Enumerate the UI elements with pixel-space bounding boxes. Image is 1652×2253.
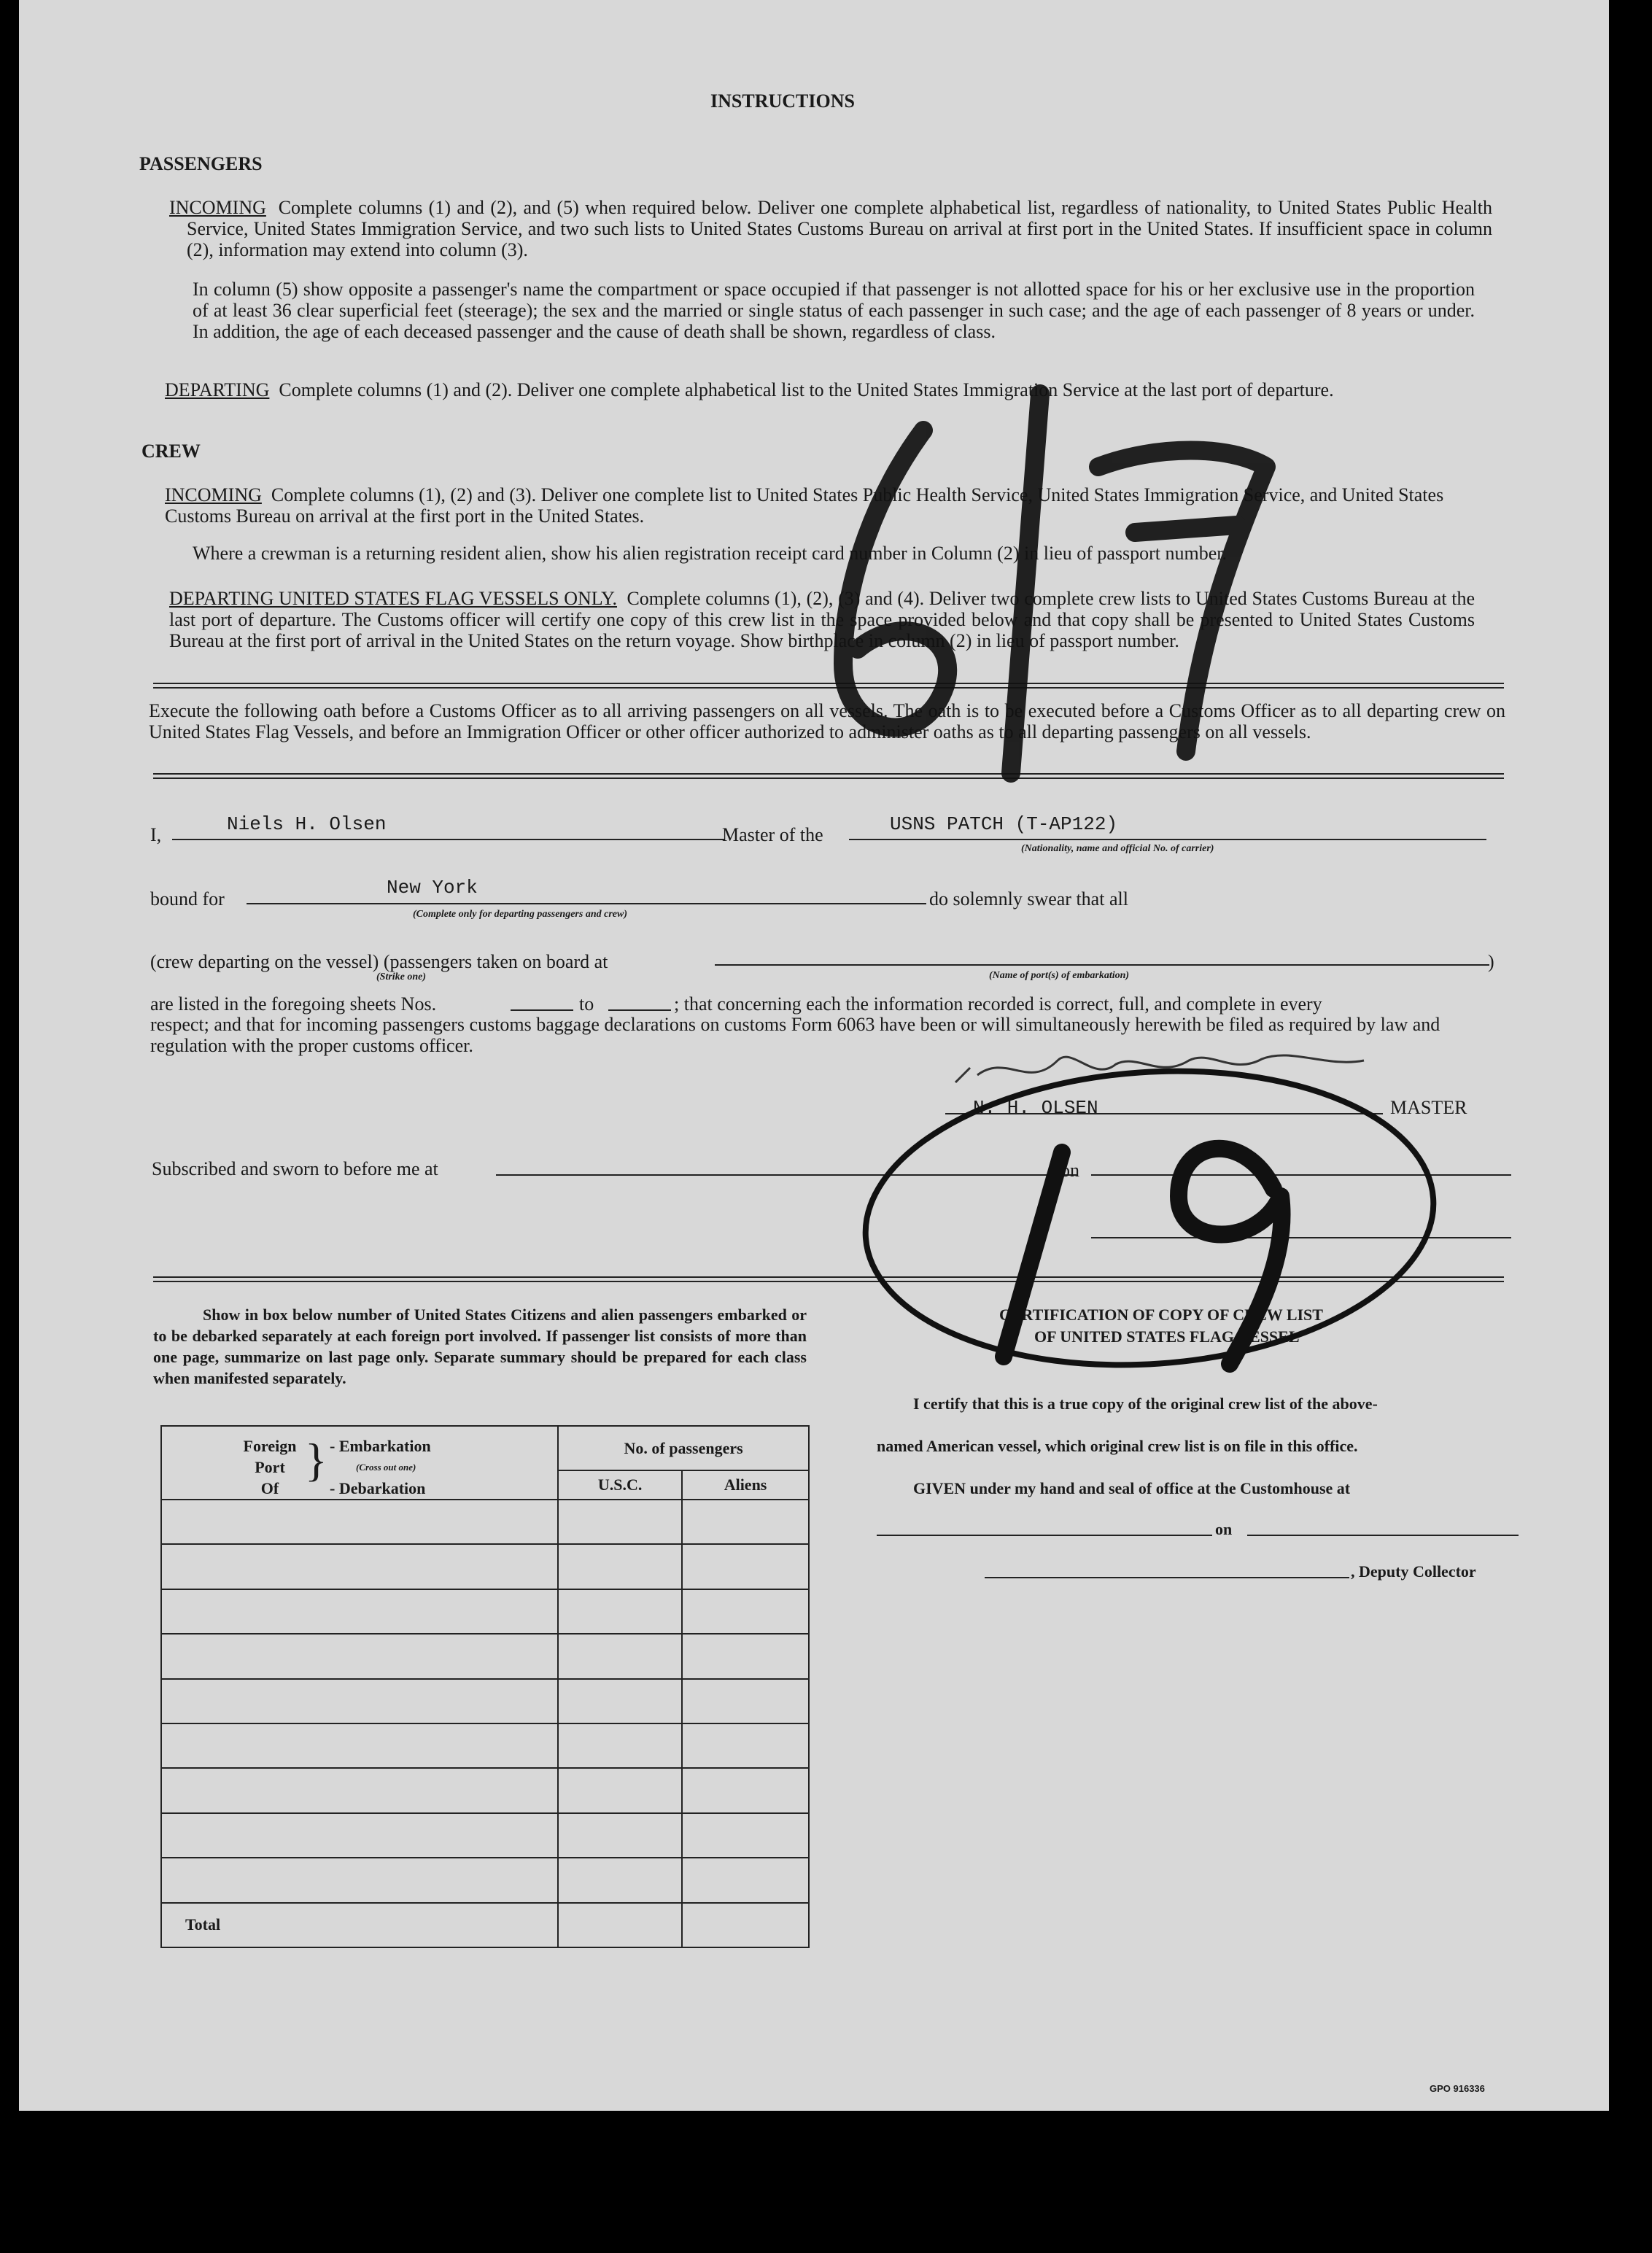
table-row: [161, 1589, 809, 1634]
vessel-value: USNS PATCH (T-AP122): [890, 813, 1118, 835]
embarkation-port-field: [715, 964, 1489, 966]
listed-to-label: to: [579, 993, 594, 1015]
sheet-to-field: [608, 1009, 671, 1011]
aliens-cell[interactable]: [682, 1634, 809, 1678]
port-cell[interactable]: [161, 1858, 558, 1902]
destination-field: [247, 903, 926, 904]
master-name-value: Niels H. Olsen: [227, 813, 387, 835]
table-row: [161, 1723, 809, 1768]
port-cell[interactable]: [161, 1634, 558, 1678]
master-name-field: [172, 839, 725, 840]
aliens-cell[interactable]: [682, 1589, 809, 1634]
vessel-caption: (Nationality, name and official No. of carrier): [1021, 843, 1214, 854]
column5-paragraph: In column (5) show opposite a passenger's name the compartment or space occupied if that passenger is not allotted space for his or her exclusive use in the proportion of at least 36 clear superficial feet (steerage); the sex and the married or single status of each passenger in such case; and the age of each passenger of 8 years or under. In addition, the age of each deceased passenger and the cause of death shall be shown, regardless of class.: [193, 279, 1475, 342]
certification-text-1: I certify that this is a true copy of the original crew list of the above-: [913, 1395, 1378, 1413]
usc-cell[interactable]: [558, 1500, 682, 1544]
certification-date-field: [1247, 1535, 1519, 1536]
passengers-departing-text: Complete columns (1) and (2). Deliver one complete alphabetical list to the United States Immigration Service at the last port of departure.: [279, 379, 1334, 400]
passengers-departing-label: DEPARTING: [165, 379, 270, 400]
divider: [153, 1276, 1504, 1282]
port-label-line3: Of: [260, 1479, 279, 1498]
certification-title-2: OF UNITED STATES FLAG VESSEL: [1034, 1327, 1300, 1346]
passengers-incoming-label: INCOMING: [169, 197, 266, 218]
listed-text-1: are listed in the foregoing sheets Nos.: [150, 993, 437, 1015]
crew-departing-paragraph: [169, 588, 1475, 651]
port-cell[interactable]: [161, 1500, 558, 1544]
passengers-departing-paragraph: [165, 379, 1475, 400]
destination-caption: (Complete only for departing passengers and crew): [413, 909, 627, 920]
aliens-header: Aliens: [682, 1470, 809, 1499]
usc-cell[interactable]: [558, 1723, 682, 1768]
crew-incoming-label: INCOMING: [165, 484, 262, 505]
usc-header: U.S.C.: [558, 1470, 682, 1499]
port-caption: (Name of port(s) of embarkation): [989, 970, 1130, 981]
usc-cell[interactable]: [558, 1679, 682, 1723]
port-cell[interactable]: [161, 1544, 558, 1589]
strike-caption: (Strike one): [376, 972, 427, 982]
gpo-code: GPO 916336: [1430, 2083, 1485, 2094]
page-title: INSTRUCTIONS: [710, 90, 855, 112]
embarkation-label: - Embarkation: [330, 1437, 431, 1456]
table-row: [161, 1679, 809, 1723]
port-cell[interactable]: [161, 1813, 558, 1858]
port-header-cell: [161, 1426, 558, 1500]
bound-for-label: bound for: [150, 888, 225, 910]
certification-on-label: on: [1215, 1520, 1233, 1538]
aliens-total-cell[interactable]: [682, 1903, 809, 1947]
subscribed-place-field: [496, 1174, 1077, 1176]
table-row: [161, 1544, 809, 1589]
total-label: Total: [161, 1903, 558, 1947]
aliens-cell[interactable]: [682, 1813, 809, 1858]
deputy-signature-field: [985, 1577, 1349, 1578]
oath-i-label: I,: [150, 824, 162, 845]
port-cell[interactable]: [161, 1589, 558, 1634]
subscribed-on-label: on: [1060, 1160, 1079, 1181]
crew-departing-label: DEPARTING UNITED STATES FLAG VESSELS ONLY.: [169, 588, 618, 609]
port-label-line2: Port: [255, 1458, 285, 1477]
aliens-cell[interactable]: [682, 1858, 809, 1902]
document-page: [19, 0, 1609, 2111]
summary-instruction: Show in box below number of United States Citizens and alien passengers embarked or to be debarked separately at each foreign port involved. If passenger list consists of more than one page, summarize on last page only. Separate summary should be prepared for each class when manifested separately.: [153, 1306, 807, 1387]
deputy-collector-label: , Deputy Collector: [1351, 1562, 1476, 1581]
divider: [153, 683, 1504, 689]
brace-glyph: }: [305, 1434, 327, 1486]
aliens-cell[interactable]: [682, 1768, 809, 1812]
passengers-count-header: No. of passengers: [558, 1426, 809, 1470]
crew-resident-paragraph: Where a crewman is a returning resident alien, show his alien registration receipt card number in Column (2) in lieu of passport number.: [193, 543, 1228, 564]
sheet-from-field: [511, 1009, 573, 1011]
officer-field: [1091, 1237, 1511, 1238]
crew-departing-label: (crew departing on the vessel) (passengers taken on board at: [150, 951, 608, 972]
table-row: [161, 1500, 809, 1544]
oath-instruction: Execute the following oath before a Customs Officer as to all arriving passengers on all vessels. The oath is to be executed before a Customs Officer as to all departing crew on United States Flag Vessels, and before an Immigration Officer or other officer authorized to administer oaths as to all departing passengers on all vessels.: [149, 700, 1505, 742]
port-cell[interactable]: [161, 1723, 558, 1768]
passengers-incoming-text: Complete columns (1) and (2), and (5) when required below. Deliver one complete alphabetical list, regardless of nationality, to United States Public Health Service, United States Immigration Service, and two such lists to United States Customs Bureau on arrival at first port in the United States. If insufficient space in column (2), information may extend into column (3).: [187, 197, 1492, 260]
usc-cell[interactable]: [558, 1813, 682, 1858]
passengers-heading: PASSENGERS: [139, 153, 263, 174]
certification-title-1: CERTIFICATION OF COPY OF CREW LIST: [999, 1306, 1323, 1324]
crew-incoming-text: Complete columns (1), (2) and (3). Deliver one complete list to United States Public Health Service, United States Immigration Service, and United States Customs Bureau on arrival at the first port in the United States.: [165, 484, 1444, 527]
table-row: [161, 1813, 809, 1858]
crew-incoming-paragraph: [165, 484, 1475, 527]
table-row: [161, 1768, 809, 1812]
passengers-incoming-paragraph: [169, 197, 1492, 260]
signed-name: N. H. OLSEN: [973, 1097, 1098, 1119]
total-row: [161, 1903, 809, 1947]
aliens-cell[interactable]: [682, 1544, 809, 1589]
port-label-line1: Foreign: [243, 1437, 297, 1456]
port-cell[interactable]: [161, 1679, 558, 1723]
crew-departing-text: Complete columns (1), (2), (3) and (4). Deliver two complete crew lists to United States Customs Bureau at the last port of departure. The Customs officer will certify one copy of this crew list in the space provided below and that copy shall be presented to United States Customs Bureau at the first port of arrival in the United States on the return voyage. Show birthplace in column (2) in lieu of passport number.: [169, 588, 1475, 651]
vessel-field: [849, 839, 1486, 840]
destination-value: New York: [387, 877, 478, 899]
port-cell[interactable]: [161, 1768, 558, 1812]
aliens-cell[interactable]: [682, 1723, 809, 1768]
usc-cell[interactable]: [558, 1589, 682, 1634]
cross-out-caption: (Cross out one): [356, 1462, 416, 1473]
certification-text-2: named American vessel, which original crew list is on file in this office.: [877, 1437, 1358, 1455]
usc-cell[interactable]: [558, 1858, 682, 1902]
passenger-summary-table: [160, 1425, 810, 1948]
master-label: MASTER: [1390, 1097, 1467, 1118]
debarkation-label: - Debarkation: [330, 1479, 426, 1498]
subscribed-date-field: [1091, 1174, 1511, 1176]
usc-cell[interactable]: [558, 1768, 682, 1812]
listed-text-2: ; that concerning each the information recorded is correct, full, and complete in every: [674, 993, 1322, 1015]
crew-heading: CREW: [141, 441, 201, 462]
usc-cell[interactable]: [558, 1634, 682, 1678]
usc-cell[interactable]: [558, 1544, 682, 1589]
respect-text: respect; and that for incoming passengers customs baggage declarations on customs Form 6063 have been or will simultaneously herewith be filed as required by law and regulation with the proper customs officer.: [150, 1014, 1440, 1056]
swear-label: do solemnly swear that all: [929, 888, 1128, 910]
close-paren: ): [1488, 951, 1494, 972]
divider: [153, 773, 1504, 779]
master-of-label: Master of the: [722, 824, 823, 845]
table-row: [161, 1634, 809, 1678]
subscribed-label: Subscribed and sworn to before me at: [152, 1158, 438, 1179]
usc-total-cell[interactable]: [558, 1903, 682, 1947]
certification-text-3: GIVEN under my hand and seal of office at the Customhouse at: [913, 1479, 1351, 1497]
table-row: [161, 1858, 809, 1902]
customhouse-field: [877, 1535, 1212, 1536]
aliens-cell[interactable]: [682, 1500, 809, 1544]
aliens-cell[interactable]: [682, 1679, 809, 1723]
